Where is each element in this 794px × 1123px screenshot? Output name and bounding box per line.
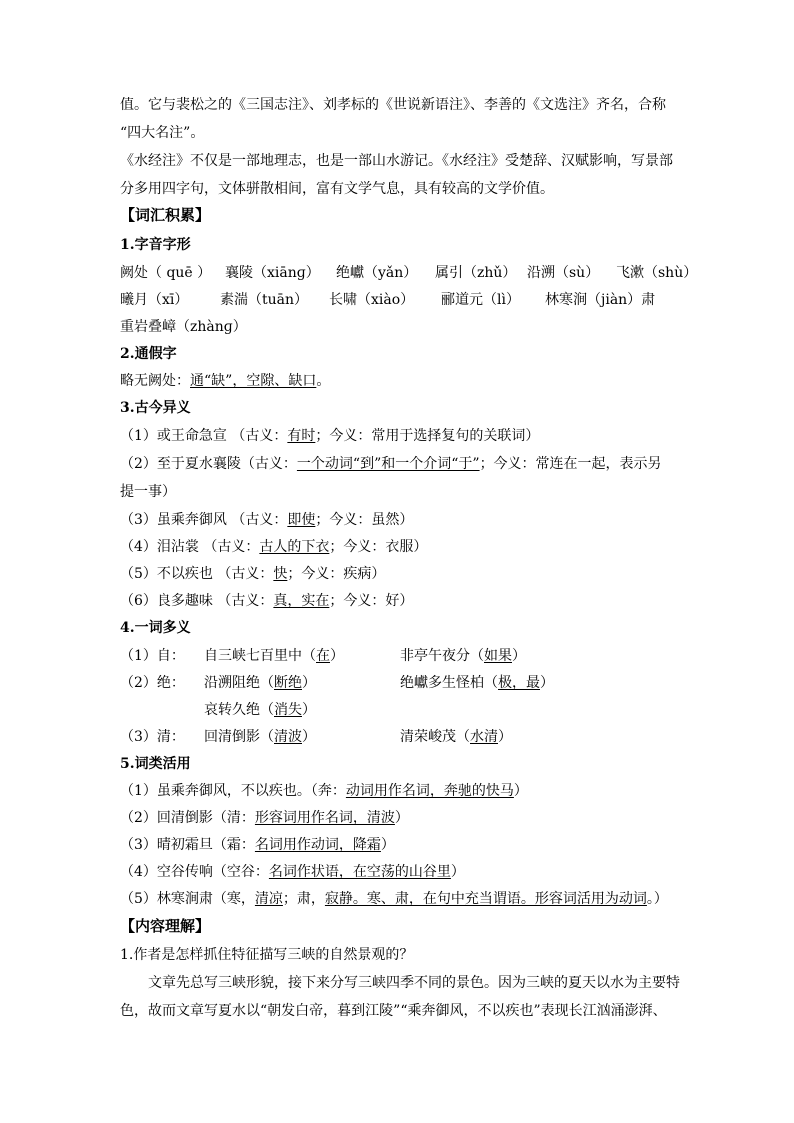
huoyong-item: （1）虽乘奔御风，不以疾也。（奔：动词用作名词，奔驰的快马） bbox=[120, 783, 528, 799]
vocab-heading: 【词汇积累】 bbox=[120, 206, 211, 224]
gujin-item: （2）至于夏水襄陵（古义：一个动词“到”和一个介词“于”；今义：常连在一起，表示另 bbox=[120, 456, 662, 472]
tongjia-item: 略无阙处：通“缺”，空隙、缺口。 bbox=[120, 373, 331, 389]
huoyong-item: （5）林寒涧肃（寒，清凉；肃，寂静。寒、肃，在句中充当谓语。形容词活用为动词。） bbox=[120, 891, 668, 907]
duoyi-sense-a: 哀转久绝（消失） bbox=[204, 702, 316, 718]
gujin-item-cont: 提一事） bbox=[120, 484, 176, 500]
pron-item: 素湍（tuān） bbox=[220, 292, 309, 308]
duoyi-title: 4.一词多义 bbox=[120, 620, 191, 636]
huoyong-item: （2）回清倒影（清：形容词用作名词，清波） bbox=[120, 810, 409, 826]
gujin-item: （3）虽乘奔御风 （古义：即使；今义：虽然） bbox=[120, 512, 414, 528]
duoyi-num: （2）绝： bbox=[120, 675, 185, 691]
intro-line-4: 分多用四字句，文体骈散相间，富有文学气息，具有较高的文学价值。 bbox=[120, 181, 554, 197]
duoyi-num: （3）清： bbox=[120, 729, 185, 745]
gujin-item: （4）泪沾裳 （古义：古人的下衣；今义：衣服） bbox=[120, 539, 428, 555]
intro-line-2: “四大名注”。 bbox=[120, 125, 205, 141]
pron-title: 1.字音字形 bbox=[120, 237, 191, 253]
pron-item: 襄陵（xiānɡ） bbox=[225, 265, 320, 281]
huoyong-item: （3）晴初霜旦（霜：名词用作动词，降霜） bbox=[120, 837, 395, 853]
question-1: 1.作者是怎样抓住特征描写三峡的自然景观的？ bbox=[120, 947, 414, 963]
pron-item: 属引（zhǔ） bbox=[435, 265, 517, 281]
duoyi-sense-a: 自三峡七百里中（在） bbox=[204, 648, 344, 664]
huoyong-item: （4）空谷传响（空谷：名词作状语，在空荡的山谷里） bbox=[120, 864, 465, 880]
duoyi-num: （1）自： bbox=[120, 648, 185, 664]
pron-item: 绝巘（yǎn） bbox=[336, 265, 418, 281]
gujin-item: （5）不以疾也 （古义：快；今义：疾病） bbox=[120, 566, 386, 582]
duoyi-sense-a: 回清倒影（清波） bbox=[204, 729, 316, 745]
pron-item: 郦道元（lì） bbox=[441, 292, 520, 308]
pron-item: 长啸（xiào） bbox=[329, 292, 415, 308]
duoyi-sense-b: 非亭午夜分（如果） bbox=[400, 648, 526, 664]
answer-1-line-2: 色，故而文章写夏水以“朝发白帝，暮到江陵”“乘奔御风，不以疾也”表现长江汹涌澎湃、 bbox=[120, 1003, 667, 1019]
pron-item: 重岩叠嶂（zhànɡ） bbox=[120, 319, 247, 335]
huoyong-title: 5.词类活用 bbox=[120, 756, 191, 772]
gujin-item: （6）良多趣味 （古义：真，实在；今义：好） bbox=[120, 593, 414, 609]
pron-item: 曦月（xī） bbox=[120, 292, 189, 308]
tongjia-title: 2.通假字 bbox=[120, 346, 177, 362]
gujin-item: （1）或王命急宣 （古义：有时；今义：常用于选择复句的关联词） bbox=[120, 428, 540, 444]
answer-1-line-1: 文章先总写三峡形貌，接下来分写三峡四季不同的景色。因为三峡的夏天以水为主要特 bbox=[148, 975, 680, 991]
intro-line-3: 《水经注》不仅是一部地理志，也是一部山水游记。《水经注》受楚辞、汉赋影响，写景部 bbox=[120, 153, 673, 169]
pron-item: 阙处（ quē ） bbox=[120, 265, 212, 281]
gujin-title: 3.古今异义 bbox=[120, 400, 191, 416]
intro-line-1: 值。它与裴松之的《三国志注》、刘孝标的《世说新语注》、李善的《文选注》齐名，合称 bbox=[120, 97, 666, 113]
content-heading: 【内容理解】 bbox=[120, 917, 211, 935]
pron-item: 飞漱（shù） bbox=[616, 265, 698, 281]
duoyi-sense-b: 清荣峻茂（水清） bbox=[400, 729, 512, 745]
pron-item: 沿溯（sù） bbox=[527, 265, 600, 281]
duoyi-sense-b: 绝巘多生怪柏（极，最） bbox=[400, 675, 554, 691]
duoyi-sense-a: 沿溯阻绝（断绝） bbox=[204, 675, 316, 691]
pron-item: 林寒涧（jiàn）肃 bbox=[545, 292, 656, 308]
